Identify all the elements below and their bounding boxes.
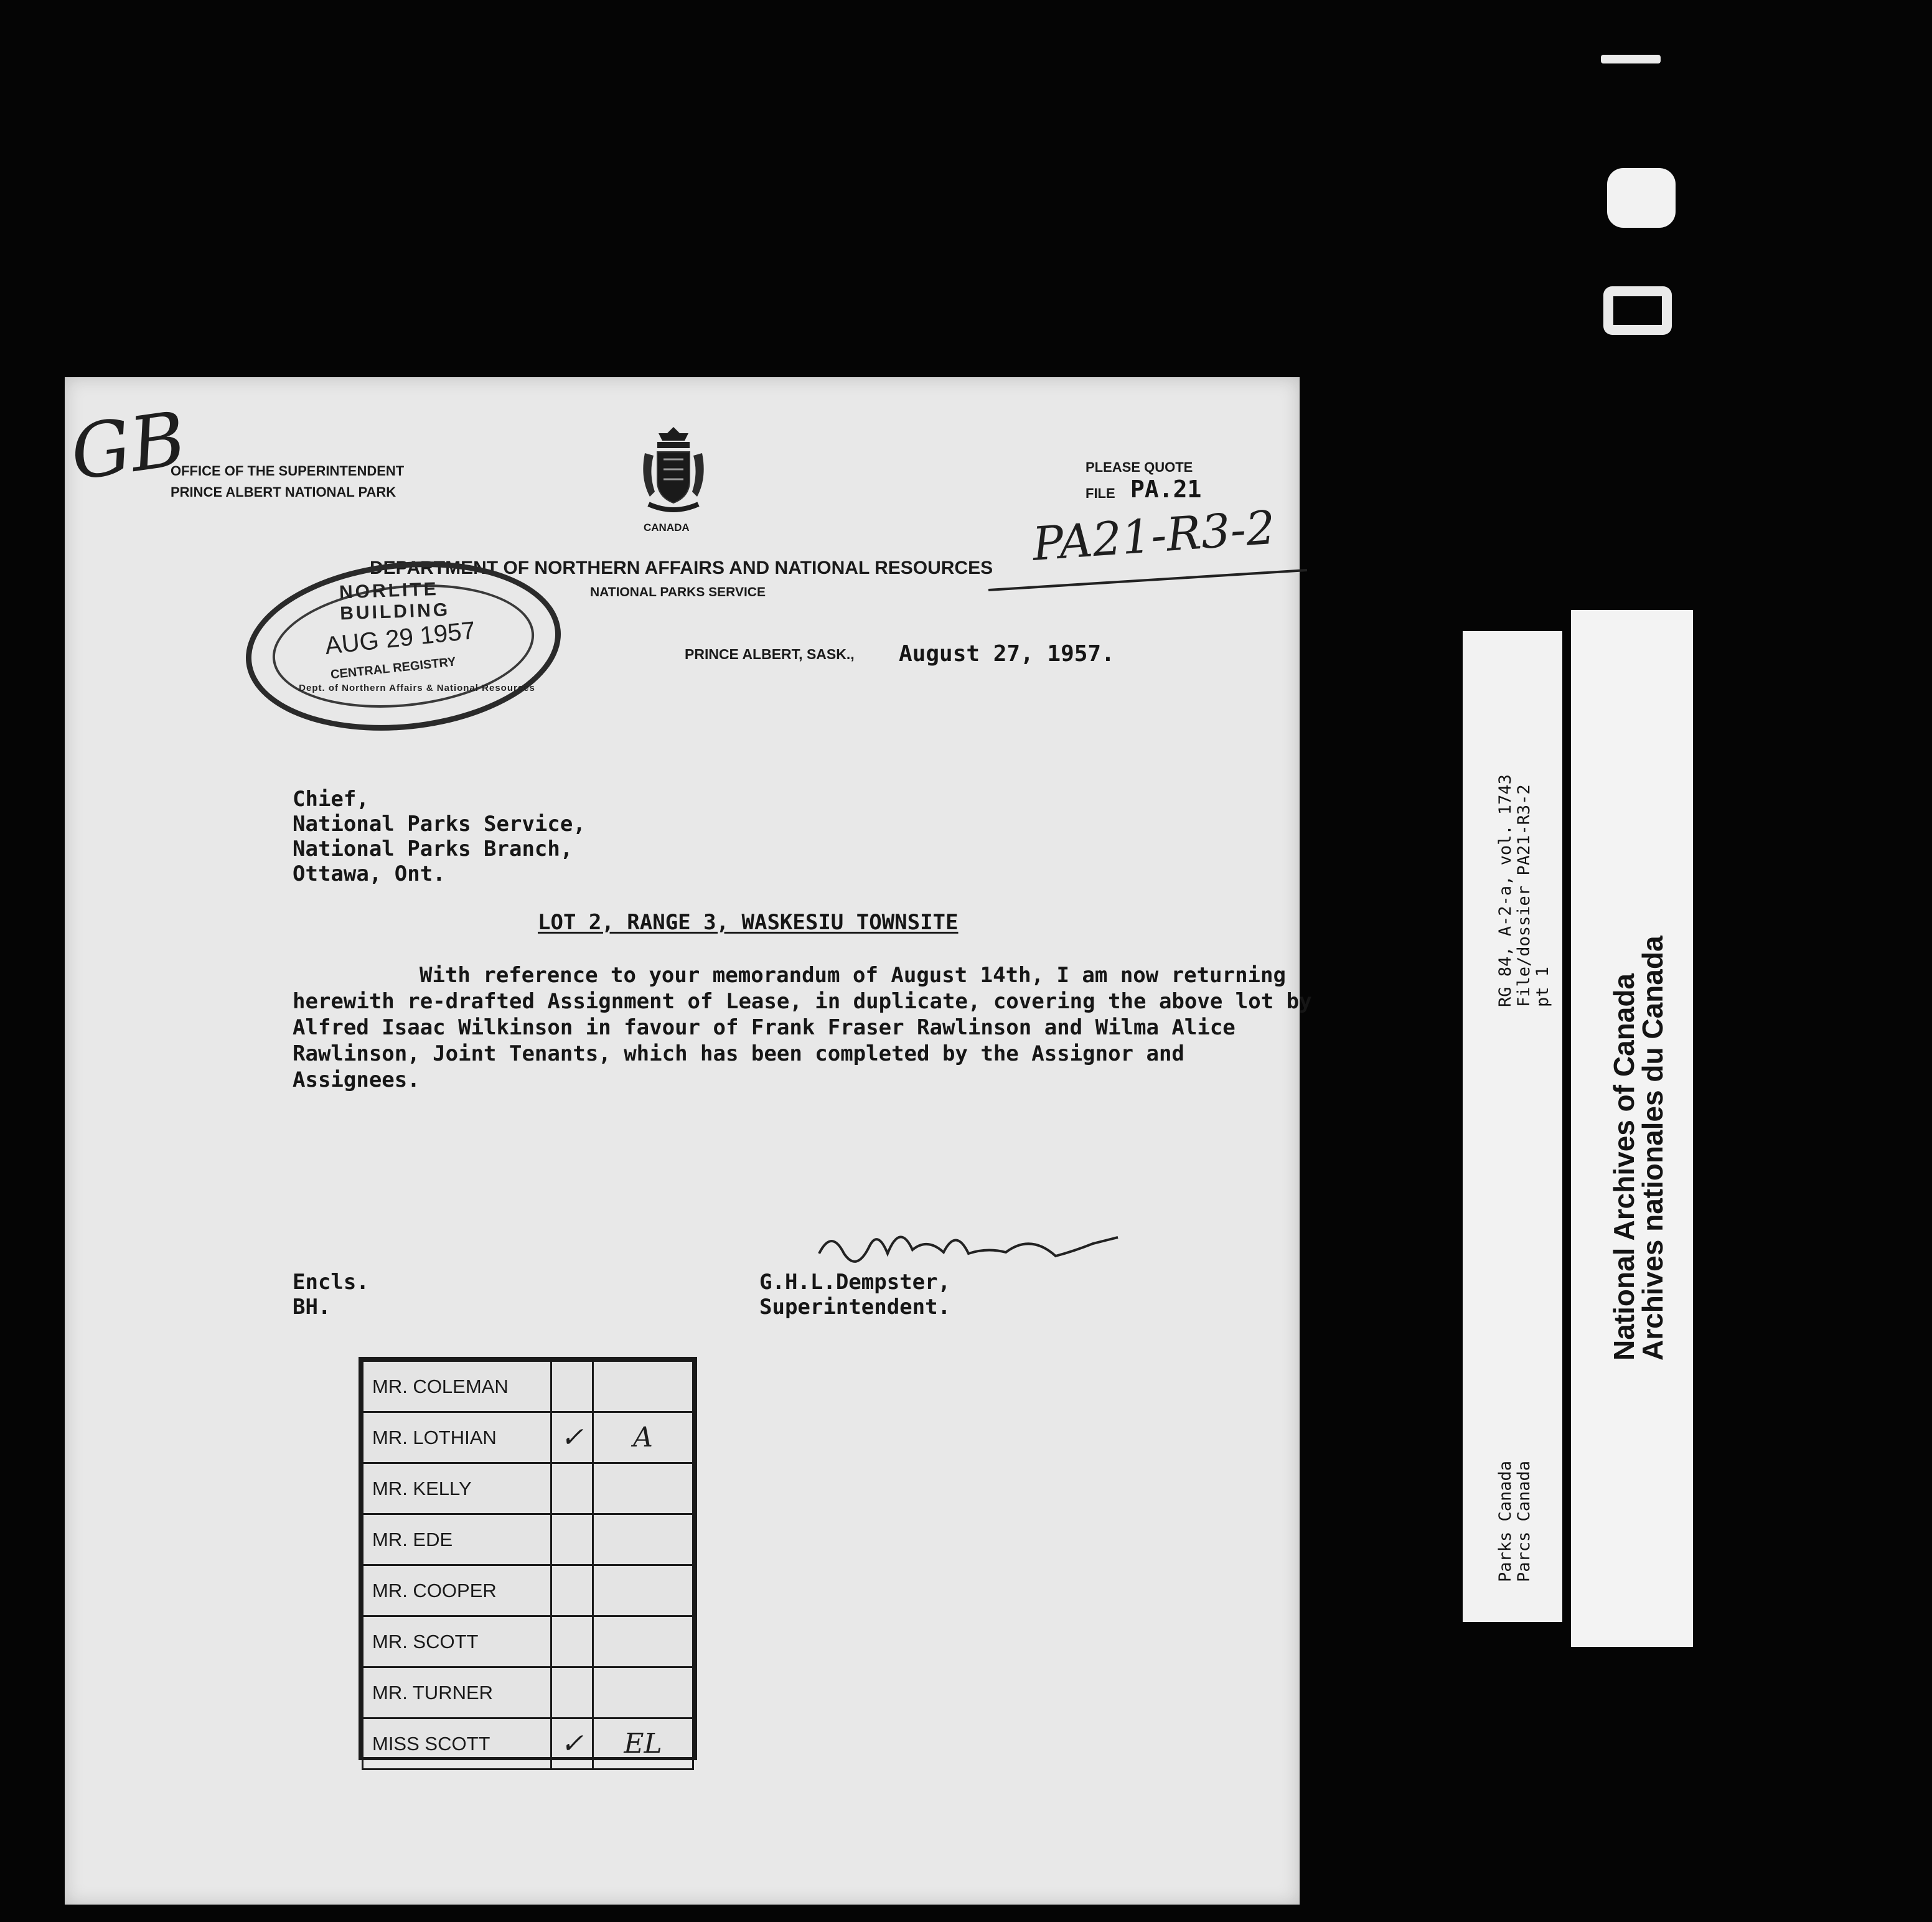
film-mark xyxy=(1601,55,1661,63)
routing-name: MR. LOTHIAN xyxy=(363,1412,551,1463)
stamp-bottom-text: Dept. of Northern Affairs & National Resources xyxy=(299,683,535,694)
signatory-name: G.H.L.Dempster, xyxy=(759,1270,951,1295)
office-line-1: OFFICE OF THE SUPERINTENDENT xyxy=(171,463,405,479)
routing-row xyxy=(363,1412,693,1463)
body-text: With reference to your memorandum of August 14th, I am now returning herewith re-drafted Assignment of Lease, in duplicate, covering the above lot by Alfred Isaac Wilkinson in favour of Frank Fraser Rawlinson and Wilma Alice Rawlinson, Joint Tenants, which has been completed by the Assignor and Assignees. xyxy=(293,963,1312,1092)
routing-row xyxy=(363,1463,693,1514)
routing-initial xyxy=(593,1361,693,1412)
routing-name: MR. COLEMAN xyxy=(363,1361,551,1412)
address-line: National Parks Branch, xyxy=(293,837,573,861)
department-name: DEPARTMENT OF NORTHERN AFFAIRS AND NATIONAL RESOURCES xyxy=(370,558,993,578)
letter-body xyxy=(293,962,1313,1093)
film-mark xyxy=(1607,168,1676,228)
subject-line: LOT 2, RANGE 3, WASKESIU TOWNSITE xyxy=(538,910,959,935)
crest-caption: CANADA xyxy=(644,522,690,533)
routing-name: MISS SCOTT xyxy=(363,1718,551,1770)
routing-check xyxy=(551,1463,593,1514)
routing-name: MR. KELLY xyxy=(363,1463,551,1514)
handwritten-signature xyxy=(815,1216,1164,1272)
routing-name: MR. EDE xyxy=(363,1514,551,1565)
routing-table xyxy=(362,1360,694,1770)
agency-line: Parcs Canada xyxy=(1514,1460,1534,1582)
film-mark xyxy=(1603,286,1672,335)
place-line: PRINCE ALBERT, SASK., xyxy=(685,646,855,662)
archives-name-fr: Archives nationales du Canada xyxy=(1636,935,1669,1361)
agency-label xyxy=(1496,1461,1534,1582)
reference-line: RG 84, A-2-a, vol. 1743 xyxy=(1496,774,1515,1007)
routing-initial xyxy=(593,1667,693,1718)
routing-initial: A xyxy=(593,1412,693,1463)
archives-name-en: National Archives of Canada xyxy=(1608,973,1640,1361)
handwritten-initials: GB xyxy=(65,395,191,498)
stamp-date: AUG 29 1957 xyxy=(324,616,477,660)
routing-initial xyxy=(593,1514,693,1565)
stamp-top-text: NORLITE BUILDING xyxy=(339,578,451,624)
routing-row xyxy=(363,1514,693,1565)
archive-reference-strip xyxy=(1463,631,1562,1622)
routing-slip xyxy=(359,1357,697,1760)
underline-stroke xyxy=(986,558,1310,595)
routing-check xyxy=(551,1616,593,1667)
routing-check: ✓ xyxy=(551,1412,593,1463)
registry-stamp xyxy=(237,546,569,746)
routing-row xyxy=(363,1718,693,1770)
routing-initial: EL xyxy=(593,1718,693,1770)
routing-initial xyxy=(593,1616,693,1667)
enclosures xyxy=(293,1270,369,1320)
routing-check xyxy=(551,1667,593,1718)
agency-line: Parks Canada xyxy=(1496,1460,1515,1582)
please-quote-label: PLEASE QUOTE xyxy=(1086,459,1193,475)
routing-row xyxy=(363,1361,693,1412)
archives-name xyxy=(1610,935,1667,1361)
reference-line: pt 1 xyxy=(1533,966,1552,1007)
letter-date: August 27, 1957. xyxy=(899,641,1115,667)
routing-name: MR. COOPER xyxy=(363,1565,551,1616)
routing-row xyxy=(363,1667,693,1718)
routing-row xyxy=(363,1616,693,1667)
routing-initial xyxy=(593,1565,693,1616)
address-line: Ottawa, Ont. xyxy=(293,861,446,886)
office-heading xyxy=(171,461,404,503)
address-line: National Parks Service, xyxy=(293,812,586,837)
handwritten-file-reference: PA21-R3-2 xyxy=(1031,500,1277,571)
file-number: PA.21 xyxy=(1130,476,1202,503)
routing-row xyxy=(363,1565,693,1616)
office-line-2: PRINCE ALBERT NATIONAL PARK xyxy=(171,484,396,500)
routing-initial xyxy=(593,1463,693,1514)
reference-line: File/dossier PA21-R3-2 xyxy=(1514,784,1534,1007)
typist-initials: BH. xyxy=(293,1295,331,1320)
letter-page xyxy=(65,377,1312,1905)
enclosures-line: Encls. xyxy=(293,1270,369,1295)
routing-check xyxy=(551,1565,593,1616)
routing-name: MR. TURNER xyxy=(363,1667,551,1718)
routing-check xyxy=(551,1514,593,1565)
coat-of-arms-icon xyxy=(636,424,711,518)
service-name: NATIONAL PARKS SERVICE xyxy=(590,585,766,599)
stamp-registry: CENTRAL REGISTRY xyxy=(330,655,457,682)
recipient-address xyxy=(293,787,586,886)
archive-reference xyxy=(1496,774,1552,1007)
signatory-title: Superintendent. xyxy=(759,1295,951,1320)
signatory-block xyxy=(759,1270,950,1320)
routing-check: ✓ xyxy=(551,1718,593,1770)
routing-name: MR. SCOTT xyxy=(363,1616,551,1667)
routing-check xyxy=(551,1361,593,1412)
file-label: FILE xyxy=(1086,485,1115,501)
archives-strip xyxy=(1571,610,1693,1647)
address-line: Chief, xyxy=(293,787,369,812)
